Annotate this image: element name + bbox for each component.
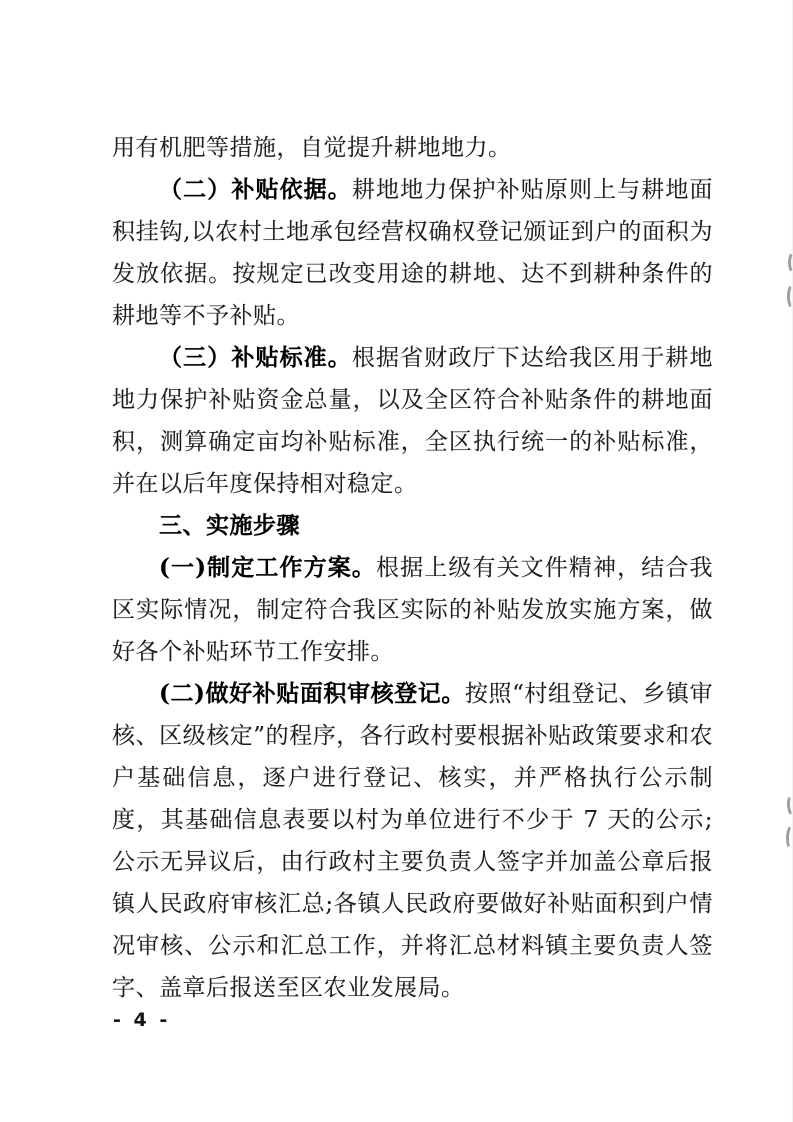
paragraph-label: (二)做好补贴面积审核登记。 xyxy=(159,680,465,707)
page-number: - 4 - xyxy=(113,1009,171,1031)
paragraph-work-plan xyxy=(112,547,713,673)
paragraph-label: (一)制定工作方案。 xyxy=(159,554,376,581)
paragraph-label: （三）补贴标准。 xyxy=(159,344,352,371)
paragraph-text: 耕地地力保护补贴原则上与耕地面积挂钩,以农村土地承包经营权确权登记颁证到户的面积为发放依据。按规定已改变用途的耕地、达不到耕种条件的耕地等不予补贴。 xyxy=(112,177,714,329)
paragraph-continuation xyxy=(112,127,713,169)
document-body xyxy=(112,127,713,1009)
paragraph-text: 用有机肥等措施，自觉提升耕地地力。 xyxy=(112,135,512,161)
paragraph-text: 根据上级有关文件精神，结合我区实际情况，制定符合我区实际的补贴发放实施方案，做好各个补贴环节工作安排。 xyxy=(112,555,714,665)
paragraph-subsidy-basis xyxy=(112,169,713,337)
paragraph-subsidy-standard xyxy=(112,337,713,505)
heading-implementation-steps xyxy=(112,505,713,547)
paragraph-text: 根据省财政厅下达给我区用于耕地地力保护补贴资金总量，以及全区符合补贴条件的耕地面积，测算确定亩均补贴标准，全区执行统一的补贴标准，并在以后年度保持相对稳定。 xyxy=(112,345,714,497)
paragraph-area-verification xyxy=(112,673,713,1009)
paragraph-label: （二）补贴依据。 xyxy=(159,176,352,203)
paragraph-text: 按照“村组登记、乡镇审核、区级核定”的程序，各行政村要根据补贴政策要求和农户基础信息，逐户进行登记、核实，并严格执行公示制度，其基础信息表要以村为单位进行不少于 7 天的公示;公示无异议后，由行政村主要负责人签字并加盖公章后报镇人民政府审核汇总;各镇人民政府要做好补贴面积到户情况审核、公示和汇总工作，并将汇总材料镇主要负责人签字、盖章后报送至区农业发展局。 xyxy=(112,681,714,1001)
heading-text: 三、实施步骤 xyxy=(159,512,300,539)
